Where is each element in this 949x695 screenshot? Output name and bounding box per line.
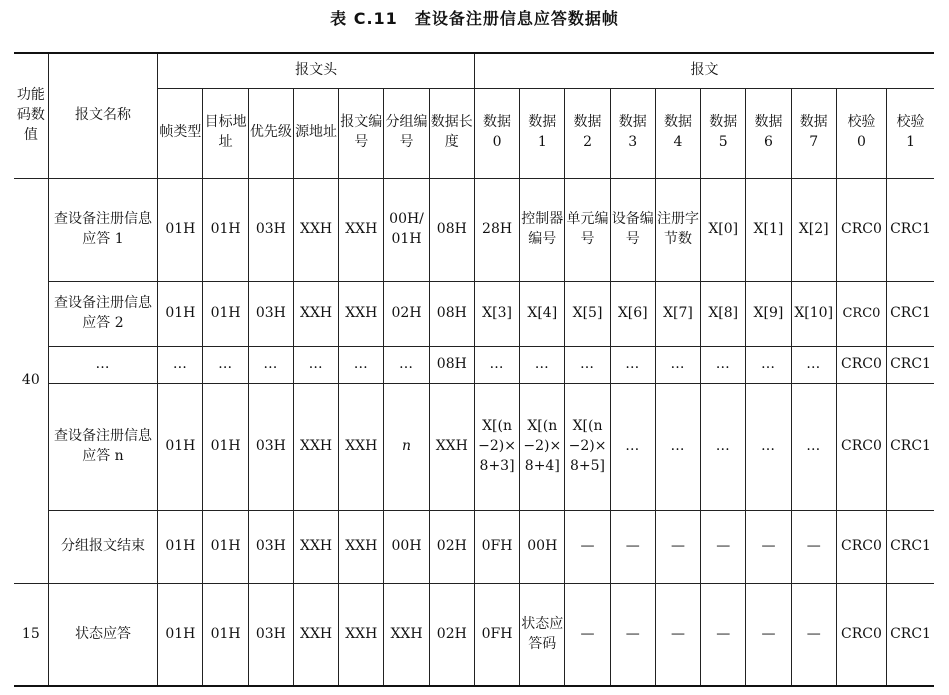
table-cell: — <box>610 511 655 584</box>
table-cell: … <box>791 383 836 511</box>
table-cell: … <box>746 383 791 511</box>
table-cell: 0FH <box>474 584 519 686</box>
table-cell: 注册字节数 <box>655 178 700 281</box>
table-title: 表 C.11 查设备注册信息应答数据帧 <box>330 9 619 28</box>
table-cell: XXH <box>339 584 384 686</box>
table-cell: 02H <box>429 584 474 686</box>
table-cell: XXH <box>293 281 338 346</box>
table-cell: … <box>384 346 429 383</box>
data-col-index: 6 <box>764 134 773 150</box>
check-col-label: 校验 <box>896 114 925 131</box>
table-cell: X[0] <box>701 178 746 281</box>
head-col-group-number: 分组编号 <box>384 88 429 178</box>
table-cell: 28H <box>474 178 519 281</box>
data-col-label: 数据 <box>483 114 512 131</box>
table-cell: 00H <box>384 511 429 584</box>
message-name-cell: … <box>48 346 158 383</box>
table-cell: 01H <box>158 584 203 686</box>
table-cell: 08H <box>429 346 474 383</box>
table-cell: — <box>701 511 746 584</box>
table-cell: CRC0 <box>836 584 886 686</box>
table-cell: X[2] <box>791 178 836 281</box>
table-cell: … <box>610 346 655 383</box>
table-cell: X[5] <box>565 281 610 346</box>
table-cell: 01H <box>203 281 248 346</box>
check-col-1 <box>887 88 934 178</box>
table-cell: CRC1 <box>887 346 934 383</box>
message-name-header: 报文名称 <box>48 53 158 178</box>
table-cell: CRC0 <box>836 346 886 383</box>
table-cell: … <box>701 346 746 383</box>
table-cell: 00H/01H <box>384 178 429 281</box>
table-row <box>14 281 934 346</box>
data-col-3 <box>610 88 655 178</box>
table-cell: … <box>248 346 293 383</box>
check-col-index: 0 <box>856 134 866 150</box>
table-cell: XXH <box>293 383 338 511</box>
table-cell: 01H <box>203 584 248 686</box>
table-cell: 03H <box>248 178 293 281</box>
table-cell: XXH <box>339 281 384 346</box>
table-cell: 状态应答码 <box>520 584 565 686</box>
table-cell: X[1] <box>746 178 791 281</box>
data-col-label: 数据 <box>528 114 557 131</box>
table-cell: CRC1 <box>887 178 934 281</box>
table-cell: X[6] <box>610 281 655 346</box>
table-cell: — <box>655 511 700 584</box>
table-cell: XXH <box>339 178 384 281</box>
table-cell: 03H <box>248 511 293 584</box>
table-cell: X[(n−2)×8+4] <box>520 383 565 511</box>
head-col-frame-type: 帧类型 <box>158 88 203 178</box>
table-cell: 01H <box>203 178 248 281</box>
message-head-header: 报文头 <box>158 53 475 88</box>
table-cell: CRC0 <box>836 281 886 346</box>
table-cell: 08H <box>429 281 474 346</box>
table-cell: XXH <box>429 383 474 511</box>
data-col-label: 数据 <box>573 114 602 131</box>
table-cell: X[8] <box>701 281 746 346</box>
table-cell: 03H <box>248 584 293 686</box>
table-cell: … <box>655 383 700 511</box>
function-code-header: 功能码数值 <box>14 53 48 178</box>
table-cell: … <box>474 346 519 383</box>
table-cell: XXH <box>339 511 384 584</box>
data-col-index: 7 <box>809 134 819 150</box>
table-cell: n <box>384 383 429 511</box>
data-col-index: 2 <box>583 134 592 150</box>
data-col-index: 5 <box>718 134 728 150</box>
table-cell: … <box>746 346 791 383</box>
data-col-label: 数据 <box>754 114 783 131</box>
register-response-table <box>14 52 934 687</box>
table-cell: — <box>610 584 655 686</box>
data-col-6 <box>746 88 791 178</box>
data-col-index: 1 <box>537 134 547 150</box>
table-row <box>14 584 934 686</box>
head-col-target-address: 目标地址 <box>203 88 248 178</box>
table-cell: X[3] <box>474 281 519 346</box>
head-col-source-address: 源地址 <box>293 88 338 178</box>
table-cell: XXH <box>384 584 429 686</box>
table-cell: 02H <box>429 511 474 584</box>
data-col-0 <box>474 88 519 178</box>
table-row <box>14 346 934 383</box>
message-body-header: 报文 <box>474 53 934 88</box>
message-name-cell: 分组报文结束 <box>48 511 158 584</box>
table-cell: — <box>701 584 746 686</box>
head-col-data-length: 数据长度 <box>429 88 474 178</box>
table-cell: XXH <box>293 178 338 281</box>
data-col-label: 数据 <box>663 114 692 131</box>
table-row <box>14 383 934 511</box>
table-cell: 设备编号 <box>610 178 655 281</box>
message-name-cell: 查设备注册信息应答 n <box>48 383 158 511</box>
table-cell: 03H <box>248 383 293 511</box>
table-cell: X[(n−2)×8+5] <box>565 383 610 511</box>
table-cell: … <box>655 346 700 383</box>
table-cell: — <box>746 511 791 584</box>
data-col-7 <box>791 88 836 178</box>
table-cell: XXH <box>293 584 338 686</box>
data-col-label: 数据 <box>799 114 828 131</box>
table-cell: 01H <box>158 383 203 511</box>
table-cell: … <box>610 383 655 511</box>
table-cell: CRC0 <box>836 383 886 511</box>
table-cell: 0FH <box>474 511 519 584</box>
function-code-cell: 40 <box>14 178 48 584</box>
head-col-priority: 优先级 <box>248 88 293 178</box>
data-col-label: 数据 <box>709 114 738 131</box>
table-cell: … <box>791 346 836 383</box>
table-cell: … <box>203 346 248 383</box>
table-cell: CRC0 <box>836 511 886 584</box>
data-col-5 <box>701 88 746 178</box>
check-col-0 <box>836 88 886 178</box>
head-col-message-number: 报文编号 <box>339 88 384 178</box>
table-cell: 01H <box>158 281 203 346</box>
table-cell: 01H <box>158 511 203 584</box>
table-cell: … <box>293 346 338 383</box>
table-cell: 01H <box>203 511 248 584</box>
data-col-index: 4 <box>673 134 683 150</box>
table-cell: — <box>655 584 700 686</box>
table-cell: CRC1 <box>887 383 934 511</box>
table-cell: 控制器编号 <box>520 178 565 281</box>
table-cell: … <box>158 346 203 383</box>
table-cell: — <box>565 511 610 584</box>
table-cell: … <box>520 346 565 383</box>
message-name-cell: 状态应答 <box>48 584 158 686</box>
table-cell: 08H <box>429 178 474 281</box>
table-cell: 02H <box>384 281 429 346</box>
table-cell: XXH <box>293 511 338 584</box>
message-name-cell: 查设备注册信息应答 1 <box>48 178 158 281</box>
table-cell: — <box>565 584 610 686</box>
table-cell: X[7] <box>655 281 700 346</box>
table-cell: CRC0 <box>836 178 886 281</box>
data-col-4 <box>655 88 700 178</box>
table-cell: 单元编号 <box>565 178 610 281</box>
data-col-label: 数据 <box>618 114 647 131</box>
table-cell: — <box>791 584 836 686</box>
table-cell: 00H <box>520 511 565 584</box>
table-cell: X[4] <box>520 281 565 346</box>
table-cell: CRC1 <box>887 281 934 346</box>
check-col-index: 1 <box>906 134 915 150</box>
table-row <box>14 511 934 584</box>
table-cell: X[9] <box>746 281 791 346</box>
table-cell: 01H <box>203 383 248 511</box>
data-col-index: 3 <box>628 134 638 150</box>
table-cell: 03H <box>248 281 293 346</box>
table-cell: X[(n−2)×8+3] <box>474 383 519 511</box>
table-cell: … <box>701 383 746 511</box>
function-code-cell: 15 <box>14 584 48 686</box>
check-col-label: 校验 <box>847 114 876 131</box>
table-cell: 01H <box>158 178 203 281</box>
table-cell: CRC1 <box>887 584 934 686</box>
table-cell: — <box>791 511 836 584</box>
table-cell: … <box>339 346 384 383</box>
message-name-cell: 查设备注册信息应答 2 <box>48 281 158 346</box>
table-cell: … <box>565 346 610 383</box>
table-row <box>14 178 934 281</box>
data-col-1 <box>520 88 565 178</box>
header-row-1 <box>14 53 934 88</box>
table-cell: CRC1 <box>887 511 934 584</box>
data-col-2 <box>565 88 610 178</box>
table-cell: X[10] <box>791 281 836 346</box>
data-col-index: 0 <box>492 134 502 150</box>
table-cell: — <box>746 584 791 686</box>
table-cell: XXH <box>339 383 384 511</box>
